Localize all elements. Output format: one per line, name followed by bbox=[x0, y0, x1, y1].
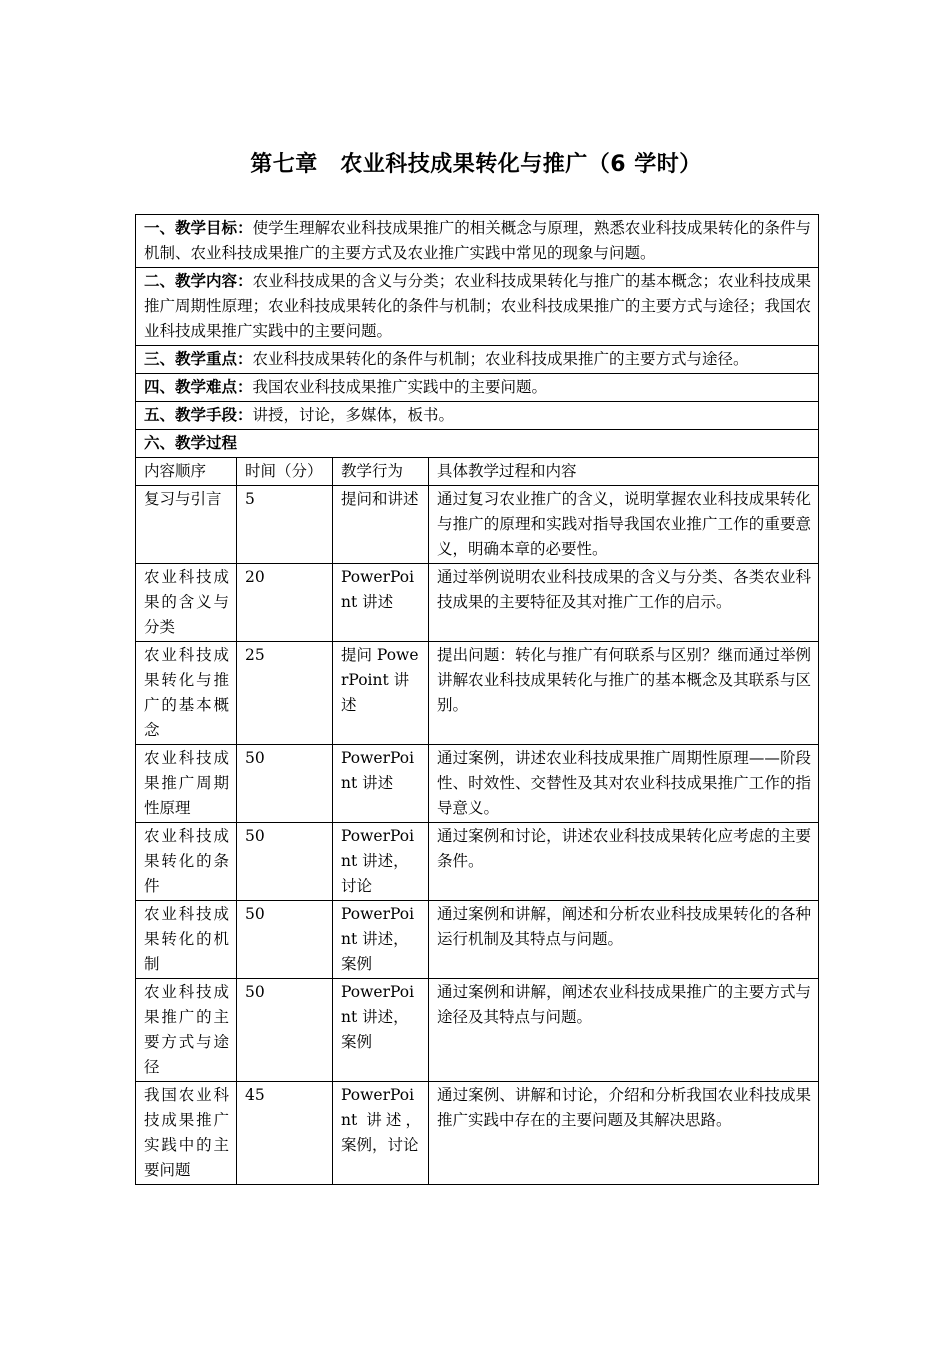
table-row bbox=[136, 745, 819, 823]
action-cell: PowerPoint 讲述，案例 bbox=[333, 979, 429, 1082]
table-row bbox=[136, 979, 819, 1082]
section-separator: ： bbox=[237, 350, 253, 368]
process-header-row bbox=[136, 458, 819, 486]
section-cell bbox=[136, 430, 819, 458]
section-separator: ： bbox=[237, 378, 253, 396]
section-methods bbox=[136, 402, 819, 430]
topic-cell: 农业科技成果转化与推广的基本概念 bbox=[136, 642, 237, 745]
section-label: 六、教学过程 bbox=[144, 434, 238, 452]
header-cell: 教学行为 bbox=[333, 458, 429, 486]
teaching-plan-table bbox=[135, 214, 819, 1185]
time-cell: 45 bbox=[237, 1082, 333, 1185]
section-process bbox=[136, 430, 819, 458]
section-label: 三、教学重点 bbox=[144, 350, 238, 368]
section-text: 讲授，讨论，多媒体，板书。 bbox=[252, 406, 455, 424]
time-cell: 50 bbox=[237, 823, 333, 901]
time-cell: 20 bbox=[237, 564, 333, 642]
section-difficulties bbox=[136, 374, 819, 402]
topic-cell: 农业科技成果推广周期性原理 bbox=[136, 745, 237, 823]
table-row bbox=[136, 564, 819, 642]
detail-cell: 提出问题：转化与推广有何联系与区别？继而通过举例讲解农业科技成果转化与推广的基本概念及其联系与区别。 bbox=[429, 642, 819, 745]
topic-cell: 我国农业科技成果推广实践中的主要问题 bbox=[136, 1082, 237, 1185]
time-cell: 50 bbox=[237, 901, 333, 979]
table-row bbox=[136, 823, 819, 901]
header-cell: 内容顺序 bbox=[136, 458, 237, 486]
topic-cell: 农业科技成果的含义与分类 bbox=[136, 564, 237, 642]
topic-cell: 农业科技成果转化的条件 bbox=[136, 823, 237, 901]
section-label: 四、教学难点 bbox=[144, 378, 238, 396]
section-cell bbox=[136, 268, 819, 346]
section-text: 农业科技成果转化的条件与机制；农业科技成果推广的主要方式与途径。 bbox=[252, 350, 749, 368]
section-cell bbox=[136, 402, 819, 430]
action-cell: PowerPoint 讲述 bbox=[333, 564, 429, 642]
action-cell: PowerPoint 讲述，案例，讨论 bbox=[333, 1082, 429, 1185]
topic-cell: 农业科技成果转化的机制 bbox=[136, 901, 237, 979]
section-cell bbox=[136, 346, 819, 374]
detail-cell: 通过案例和讲解，阐述和分析农业科技成果转化的各种运行机制及其特点与问题。 bbox=[429, 901, 819, 979]
action-cell: 提问和讲述 bbox=[333, 486, 429, 564]
detail-cell: 通过案例，讲述农业科技成果推广周期性原理——阶段性、时效性、交替性及其对农业科技成果推广工作的指导意义。 bbox=[429, 745, 819, 823]
table-row bbox=[136, 1082, 819, 1185]
detail-cell: 通过举例说明农业科技成果的含义与分类、各类农业科技成果的主要特征及其对推广工作的启示。 bbox=[429, 564, 819, 642]
section-label: 五、教学手段 bbox=[144, 406, 238, 424]
time-cell: 25 bbox=[237, 642, 333, 745]
table-row bbox=[136, 642, 819, 745]
section-separator: ： bbox=[237, 406, 253, 424]
table-row bbox=[136, 901, 819, 979]
section-separator: ： bbox=[237, 219, 253, 237]
topic-cell: 复习与引言 bbox=[136, 486, 237, 564]
section-objectives bbox=[136, 215, 819, 268]
action-cell: PowerPoint 讲述，讨论 bbox=[333, 823, 429, 901]
section-text: 农业科技成果的含义与分类；农业科技成果转化与推广的基本概念；农业科技成果推广周期性原理；农业科技成果转化的条件与机制；农业科技成果推广的主要方式与途径；我国农业科技成果推广实践中的主要问题。 bbox=[144, 272, 812, 340]
time-cell: 50 bbox=[237, 979, 333, 1082]
section-label: 一、教学目标 bbox=[144, 219, 238, 237]
detail-cell: 通过案例和讨论，讲述农业科技成果转化应考虑的主要条件。 bbox=[429, 823, 819, 901]
section-cell bbox=[136, 374, 819, 402]
section-separator: ： bbox=[237, 272, 253, 290]
time-cell: 50 bbox=[237, 745, 333, 823]
time-cell: 5 bbox=[237, 486, 333, 564]
action-cell: 提问 PowerPoint 讲述 bbox=[333, 642, 429, 745]
section-text: 我国农业科技成果推广实践中的主要问题。 bbox=[252, 378, 548, 396]
detail-cell: 通过案例和讲解，阐述农业科技成果推广的主要方式与途径及其特点与问题。 bbox=[429, 979, 819, 1082]
topic-cell: 农业科技成果推广的主要方式与途径 bbox=[136, 979, 237, 1082]
section-content bbox=[136, 268, 819, 346]
header-cell: 具体教学过程和内容 bbox=[429, 458, 819, 486]
action-cell: PowerPoint 讲述 bbox=[333, 745, 429, 823]
action-cell: PowerPoint 讲述，案例 bbox=[333, 901, 429, 979]
detail-cell: 通过复习农业推广的含义，说明掌握农业科技成果转化与推广的原理和实践对指导我国农业推广工作的重要意义，明确本章的必要性。 bbox=[429, 486, 819, 564]
table-row bbox=[136, 486, 819, 564]
header-cell: 时间（分） bbox=[237, 458, 333, 486]
section-cell bbox=[136, 215, 819, 268]
section-label: 二、教学内容 bbox=[144, 272, 238, 290]
section-text: 使学生理解农业科技成果推广的相关概念与原理，熟悉农业科技成果转化的条件与机制、农业科技成果推广的主要方式及农业推广实践中常见的现象与问题。 bbox=[144, 219, 812, 262]
detail-cell: 通过案例、讲解和讨论，介绍和分析我国农业科技成果推广实践中存在的主要问题及其解决思路。 bbox=[429, 1082, 819, 1185]
page-title: 第七章 农业科技成果转化与推广（6 学时） bbox=[250, 152, 702, 177]
section-key-points bbox=[136, 346, 819, 374]
